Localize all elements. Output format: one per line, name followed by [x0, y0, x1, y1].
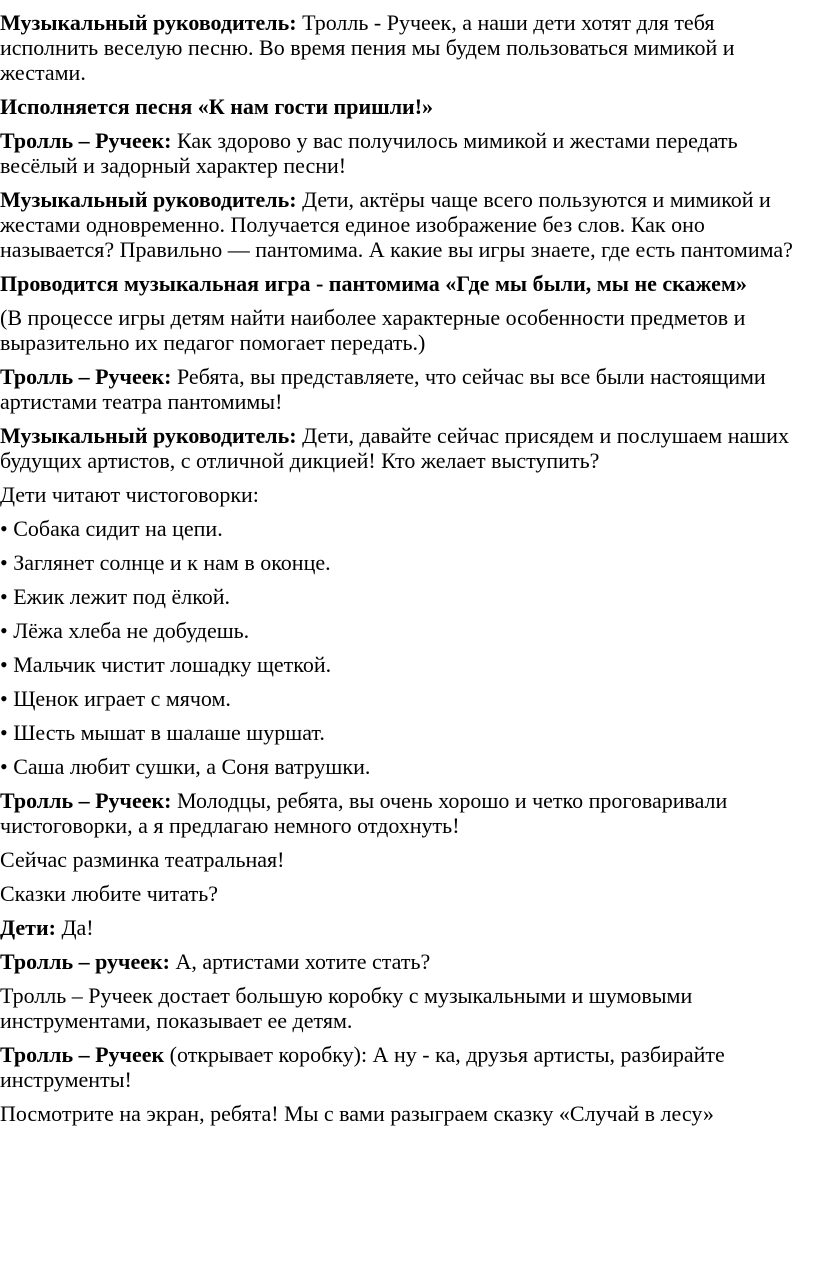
- list-item-text: • Мальчик чистит лошадку щеткой.: [0, 652, 332, 677]
- speaker-label: Тролль – Ручеек:: [0, 364, 172, 389]
- paragraph-text: Сказки любите читать?: [0, 881, 219, 906]
- paragraph-text: Молодцы, ребята, вы очень хорошо и четко проговаривали чистоговорки, а я предлагаю немного отдохнуть!: [0, 788, 728, 838]
- paragraph-text: (В процессе игры детям найти наиболее характерные особенности предметов и выразительно их педагог помогает передать.): [0, 305, 746, 355]
- speaker-label: Музыкальный руководитель:: [0, 187, 297, 212]
- list-item-text: • Лёжа хлеба не добудешь.: [0, 618, 250, 643]
- paragraph-text: Ребята, вы представляете, что сейчас вы все были настоящими артистами театра пантомимы!: [0, 364, 766, 414]
- paragraph-4: [0, 187, 816, 262]
- list-item: [0, 584, 816, 609]
- speaker-label: Музыкальный руководитель:: [0, 423, 297, 448]
- section-heading: Исполняется песня «К нам гости пришли!»: [0, 94, 434, 119]
- paragraph-8: [0, 423, 816, 473]
- speaker-label: Дети:: [0, 915, 56, 940]
- paragraph-text: Посмотрите на экран, ребята! Мы с вами разыграем сказку «Случай в лесу»: [0, 1101, 714, 1126]
- speaker-label: Тролль – Ручеек:: [0, 128, 172, 153]
- list-item: [0, 550, 816, 575]
- paragraph-22: [0, 949, 816, 974]
- paragraph-24: [0, 1042, 816, 1092]
- paragraph-text: Как здорово у вас получилось мимикой и жестами передать весёлый и задорный характер песни!: [0, 128, 738, 178]
- paragraph-18: [0, 788, 816, 838]
- list-item: [0, 618, 816, 643]
- speaker-label: Тролль – Ручеек:: [0, 788, 172, 813]
- paragraph-text: Да!: [55, 915, 94, 940]
- speaker-label: Тролль – ручеек:: [0, 949, 170, 974]
- list-item-text: • Шесть мышат в шалаше шуршат.: [0, 720, 325, 745]
- paragraph-3: [0, 128, 816, 178]
- paragraph-text: Дети, актёры чаще всего пользуются и мимикой и жестами одновременно. Получается единое изображение без слов. Как оно называется? Правильно — пантомима. А какие вы игры знаете, где есть пантомима?: [0, 187, 793, 262]
- list-item: [0, 516, 816, 541]
- list-item-text: • Собака сидит на цепи.: [0, 516, 223, 541]
- list-item: [0, 754, 816, 779]
- paragraph-7: [0, 364, 816, 414]
- section-heading: Проводится музыкальная игра - пантомима «Где мы были, мы не скажем»: [0, 271, 747, 296]
- paragraph-9: [0, 482, 816, 507]
- paragraph-6: [0, 305, 816, 355]
- paragraph-1: [0, 10, 816, 85]
- paragraph-23: [0, 983, 816, 1033]
- list-item: [0, 686, 816, 711]
- paragraph-text: Дети читают чистоговорки:: [0, 482, 259, 507]
- list-item-text: • Заглянет солнце и к нам в оконце.: [0, 550, 331, 575]
- paragraph-text: Тролль – Ручеек достает большую коробку с музыкальными и шумовыми инструментами, показывает ее детям.: [0, 983, 693, 1033]
- paragraph-5-game-heading: [0, 271, 816, 296]
- list-item: [0, 652, 816, 677]
- paragraph-text: А, артистами хотите стать?: [169, 949, 431, 974]
- list-item-text: • Саша любит сушки, а Соня ватрушки.: [0, 754, 371, 779]
- paragraph-25: [0, 1101, 816, 1126]
- paragraph-19: [0, 847, 816, 872]
- list-item-text: • Щенок играет с мячом.: [0, 686, 231, 711]
- paragraph-2-song-heading: [0, 94, 816, 119]
- paragraph-text: Тролль - Ручеек, а наши дети хотят для тебя исполнить веселую песню. Во время пения мы будем пользоваться мимикой и жестами.: [0, 10, 735, 85]
- paragraph-text: Дети, давайте сейчас присядем и послушаем наших будущих артистов, с отличной дикцией! Кто желает выступить?: [0, 423, 789, 473]
- speaker-label: Музыкальный руководитель:: [0, 10, 297, 35]
- list-item: [0, 720, 816, 745]
- paragraph-21: [0, 915, 816, 940]
- paragraph-20: [0, 881, 816, 906]
- paragraph-text: Сейчас разминка театральная!: [0, 847, 285, 872]
- paragraph-text: (открывает коробку): А ну - ка, друзья артисты, разбирайте инструменты!: [0, 1042, 725, 1092]
- speaker-label: Тролль – Ручеек: [0, 1042, 165, 1067]
- list-item-text: • Ежик лежит под ёлкой.: [0, 584, 231, 609]
